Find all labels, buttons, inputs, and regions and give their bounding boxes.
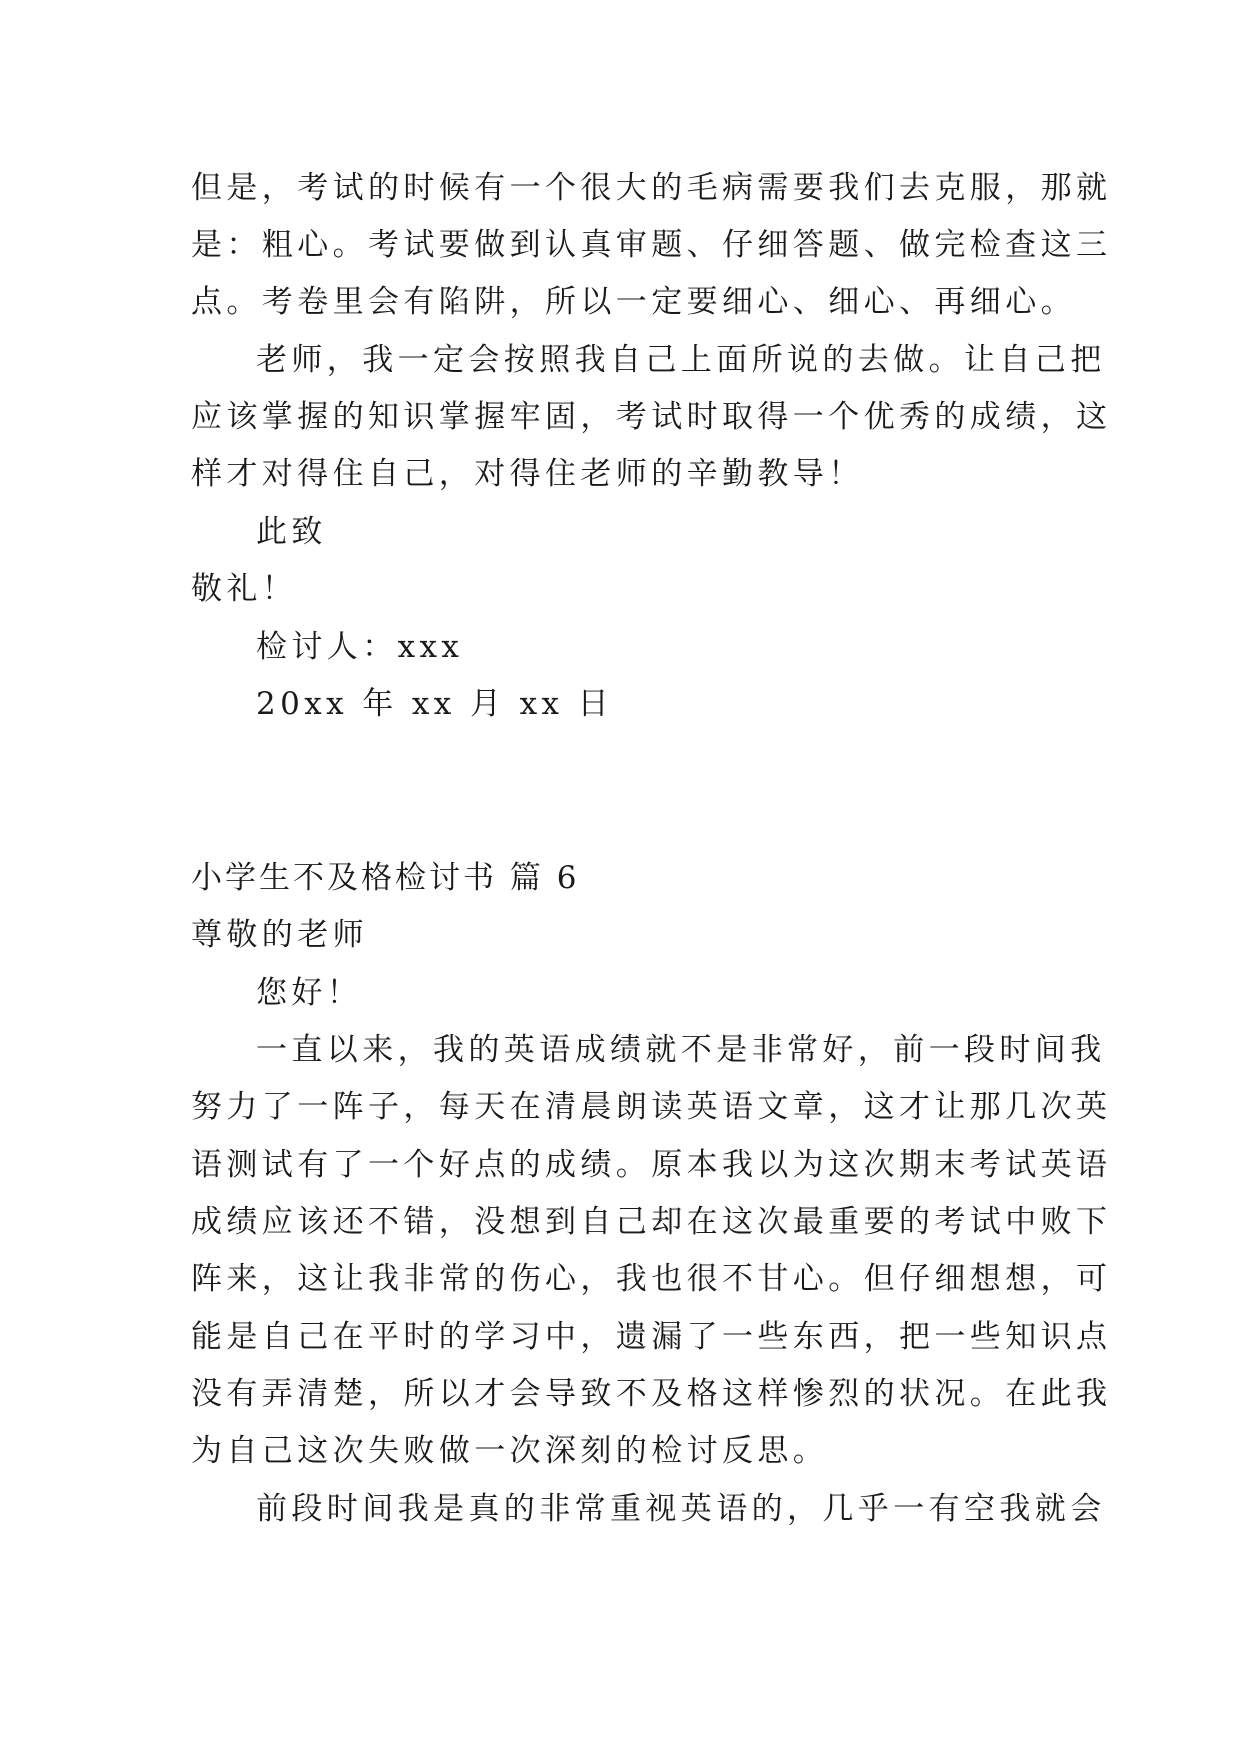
paragraph-line: 语测试有了一个好点的成绩。原本我以为这次期末考试英语 [191, 1147, 1112, 1183]
closing-regards: 敬礼！ [191, 571, 298, 607]
section-title: 小学生不及格检讨书 篇 6 [191, 860, 580, 896]
greeting-line: 您好！ [256, 975, 363, 1011]
closing-salutation: 此致 [256, 514, 327, 550]
paragraph-line: 能是自己在平时的学习中，遗漏了一些东西，把一些知识点 [191, 1319, 1112, 1355]
date-line: 20xx 年 xx 月 xx 日 [256, 686, 614, 722]
paragraph-line: 点。考卷里会有陷阱，所以一定要细心、细心、再细心。 [191, 284, 1076, 320]
greeting-line: 尊敬的老师 [191, 917, 368, 953]
paragraph-line: 没有弄清楚，所以才会导致不及格这样惨烈的状况。在此我 [191, 1376, 1112, 1412]
paragraph-line: 但是，考试的时候有一个很大的毛病需要我们去克服，那就 [191, 170, 1112, 206]
paragraph-line: 应该掌握的知识掌握牢固，考试时取得一个优秀的成绩，这 [191, 399, 1112, 435]
paragraph-line: 阵来，这让我非常的伤心，我也很不甘心。但仔细想想，可 [191, 1261, 1112, 1297]
signature-line: 检讨人：xxx [256, 629, 464, 665]
paragraph-line: 样才对得住自己，对得住老师的辛勤教导！ [191, 456, 864, 492]
paragraph-line: 是：粗心。考试要做到认真审题、仔细答题、做完检查这三 [191, 227, 1112, 263]
paragraph-line: 一直以来，我的英语成绩就不是非常好，前一段时间我 [256, 1032, 1106, 1068]
paragraph-line: 成绩应该还不错，没想到自己却在这次最重要的考试中败下 [191, 1204, 1112, 1240]
paragraph-line: 为自己这次失败做一次深刻的检讨反思。 [191, 1433, 829, 1469]
paragraph-line: 老师，我一定会按照我自己上面所说的去做。让自己把 [256, 342, 1106, 378]
paragraph-line: 努力了一阵子，每天在清晨朗读英语文章，这才让那几次英 [191, 1089, 1112, 1125]
paragraph-line: 前段时间我是真的非常重视英语的，几乎一有空我就会 [256, 1491, 1106, 1527]
